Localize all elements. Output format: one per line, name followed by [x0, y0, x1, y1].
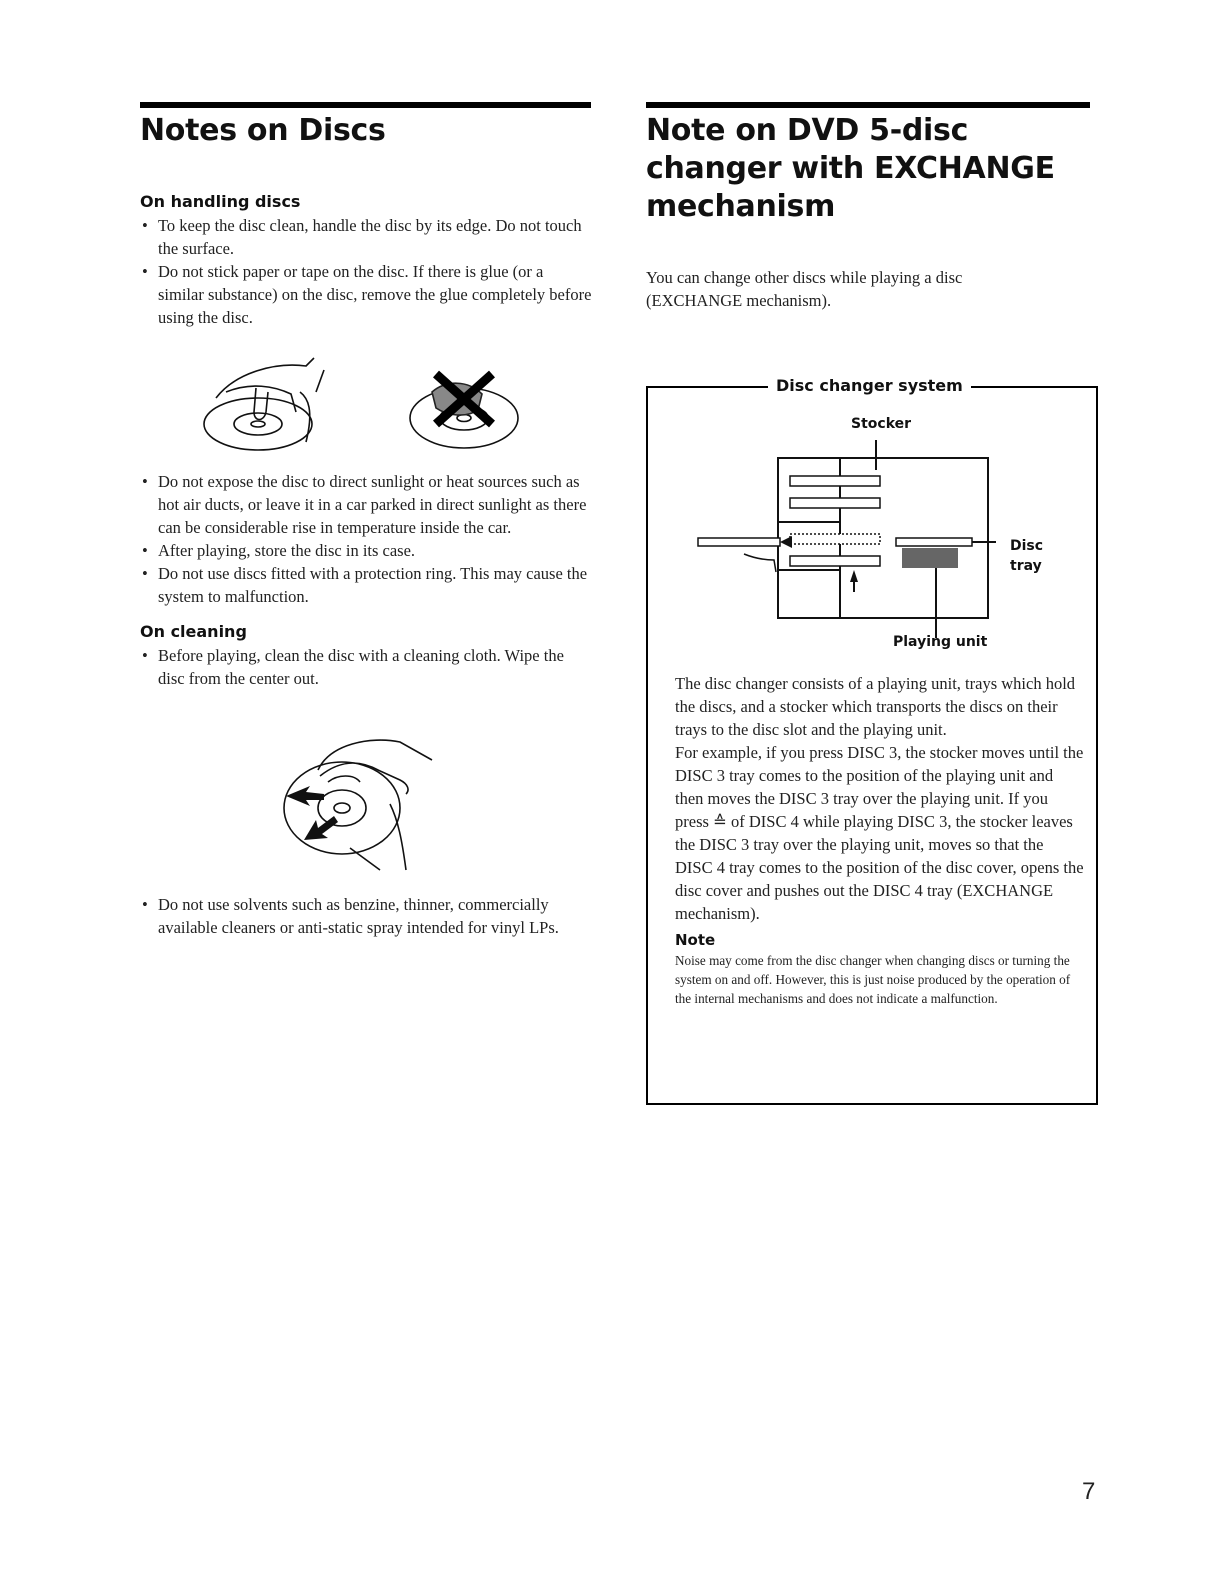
handling-list [140, 214, 592, 329]
cleaning-heading: On cleaning [140, 622, 247, 641]
note-title: Note [675, 931, 716, 949]
left-column [140, 112, 592, 329]
list-item: • Do not stick paper or tape on the disc. If there is glue (or a similar substance) on the disc, remove the glue completely before using the disc. [140, 260, 592, 329]
box-title: Disc changer system [768, 376, 971, 395]
cleaning-list-2 [140, 893, 592, 939]
incorrect-handling-figure [410, 374, 518, 448]
disc-tray-label [1010, 536, 1050, 576]
right-title-rule [646, 102, 1090, 108]
left-column-cont [140, 470, 592, 690]
arrow-icon [850, 570, 858, 592]
intro-text: You can change other discs while playing a disc (EXCHANGE mechanism). [646, 268, 963, 310]
list-item: • Do not use discs fitted with a protection ring. This may cause the system to malfunction. [140, 562, 592, 608]
box-body-text-2: For example, if you press DISC 3, the stocker moves until the DISC 3 tray comes to the position of the playing unit and then moves the DISC 3 tray over the playing unit. If you press ≙ of DISC 4 while playing DISC 3, the stocker leaves the DISC 3 tray over the playing unit, moves so that the DISC 4 tray comes to the position of the disc cover, opens the disc cover and pushes out the DISC 4 tray (EXCHANGE mechanism). [675, 743, 1084, 923]
list-item: • To keep the disc clean, handle the disc by its edge. Do not touch the surface. [140, 214, 592, 260]
note-text: Noise may come from the disc changer when changing discs or turning the system on and off. However, this is just noise produced by the operation of the internal mechanisms and does not indicate a malfunction. [675, 953, 1071, 1006]
arrow-icon [304, 816, 338, 840]
cleaning-list [140, 644, 592, 690]
right-column [646, 112, 1096, 312]
box-body [675, 672, 1085, 1008]
disc-cleaning-illustration [280, 730, 450, 880]
disc-handling-illustration [196, 352, 536, 452]
list-item: • Do not expose the disc to direct sunlight or heat sources such as hot air ducts, or leave it in a car parked in direct sunlight as there can be considerable rise in temperature inside the car. [140, 470, 592, 539]
page-title-left: Notes on Discs [140, 113, 386, 148]
playing-unit-label: Playing unit [893, 634, 988, 650]
list-item: • Before playing, clean the disc with a cleaning cloth. Wipe the disc from the center out. [140, 644, 592, 690]
handling-list-2 [140, 470, 592, 608]
correct-handling-figure [204, 358, 324, 450]
handling-heading: On handling discs [140, 192, 301, 211]
box-body-text: The disc changer consists of a playing unit, trays which hold the discs, and a stocker which transports the discs on their trays to the disc slot and the playing unit. [675, 674, 1076, 739]
page-number: 7 [1082, 1478, 1096, 1505]
page-title-right: Note on DVD 5-disc changer with EXCHANGE mechanism [646, 113, 1055, 224]
list-item: • Do not use solvents such as benzine, thinner, commercially available cleaners or anti-static spray intended for vinyl LPs. [140, 893, 592, 939]
stocker-label: Stocker [851, 416, 912, 432]
list-item: • After playing, store the disc in its case. [140, 539, 592, 562]
left-column-end [140, 893, 592, 939]
left-title-rule [140, 102, 591, 108]
disc-tray-text: Disc tray [1010, 538, 1044, 574]
disc-changer-diagram [696, 440, 996, 640]
arrow-icon [780, 536, 792, 548]
